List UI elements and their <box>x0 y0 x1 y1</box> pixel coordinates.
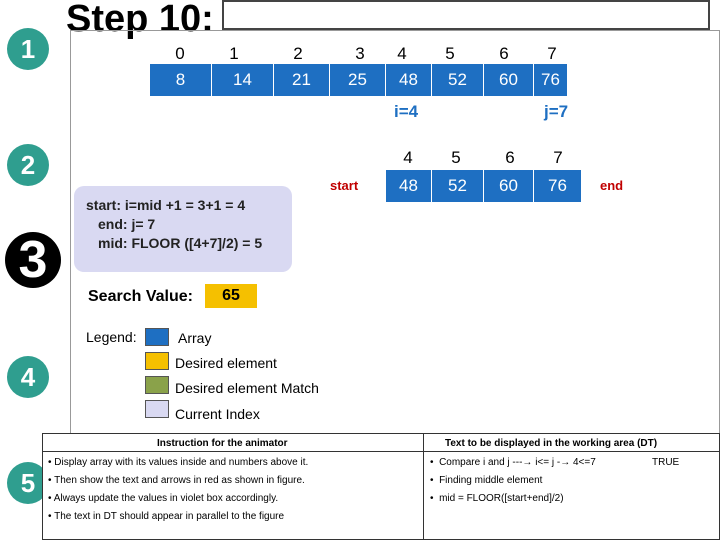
array-index: 5 <box>445 44 455 63</box>
subarray-cell: 52 <box>432 170 484 202</box>
subarray-cell: 60 <box>484 170 534 202</box>
legend-label-current: Current Index <box>175 406 260 422</box>
dt-heading: Text to be displayed in the working area (DT) <box>445 438 658 449</box>
pointer-i: i=4 <box>394 102 419 121</box>
array-index: 4 <box>397 44 407 63</box>
legend-label-desired: Desired element <box>175 355 277 371</box>
legend-label-match: Desired element Match <box>175 380 319 396</box>
legend-title: Legend: <box>86 329 137 345</box>
array-cell: 52 <box>432 64 484 96</box>
subarray-cell: 48 <box>386 170 432 202</box>
instructions-heading: Instruction for the animator <box>157 438 288 449</box>
dt-item: • mid = FLOOR([start+end]/2) <box>430 493 564 504</box>
instruction-item: • The text in DT should appear in parallel to the figure <box>48 511 285 522</box>
step-badge-2: 2 <box>7 144 49 186</box>
array-index: 3 <box>355 44 365 63</box>
array-cell: 60 <box>484 64 534 96</box>
array-cell: 76 <box>534 64 568 96</box>
array-cell: 21 <box>274 64 330 96</box>
subarray-index: 5 <box>451 148 461 167</box>
instructions-panel <box>42 433 424 540</box>
subarray-index: 6 <box>505 148 515 167</box>
subarray-cell: 76 <box>534 170 582 202</box>
instructions-divider <box>42 451 424 452</box>
array-cell: 8 <box>150 64 212 96</box>
dt-item: • Finding middle element <box>430 475 543 486</box>
start-calc: start: i=mid +1 = 3+1 = 4 <box>86 197 246 213</box>
instruction-item: • Display array with its values inside and numbers above it. <box>48 457 309 468</box>
dt-divider <box>423 451 720 452</box>
step-badge-5: 5 <box>7 462 49 504</box>
dt-result: TRUE <box>652 457 680 468</box>
start-label: start <box>330 178 359 193</box>
legend-swatch-desired <box>145 352 169 370</box>
instruction-item: • Always update the values in violet box accordingly. <box>48 493 279 504</box>
array-cell: 48 <box>386 64 432 96</box>
mid-calc: mid: FLOOR ([4+7]/2) = 5 <box>98 235 263 251</box>
subarray-index: 7 <box>553 148 563 167</box>
dt-panel <box>423 433 720 540</box>
slide-title: Step 10: <box>66 0 214 40</box>
legend-swatch-array <box>145 328 169 346</box>
step-badge-4: 4 <box>7 356 49 398</box>
array-index: 2 <box>293 44 303 63</box>
array-index: 0 <box>175 44 185 63</box>
instruction-item: • Then show the text and arrows in red as shown in figure. <box>48 475 305 486</box>
legend-swatch-match <box>145 376 169 394</box>
step-badge-3: 3 <box>5 232 61 288</box>
title-box <box>222 0 710 30</box>
search-value: 65 <box>205 284 257 308</box>
array-index: 6 <box>499 44 509 63</box>
end-calc: end: j= 7 <box>98 216 156 232</box>
dt-item: • Compare i and j ---→ i<= j -→ 4<=7 <box>430 457 596 468</box>
array-cell: 25 <box>330 64 386 96</box>
subarray-index: 4 <box>403 148 413 167</box>
array-cell: 14 <box>212 64 274 96</box>
search-value-label: Search Value: <box>88 288 193 305</box>
array-index: 1 <box>229 44 239 63</box>
end-label: end <box>600 178 624 193</box>
legend-swatch-current <box>145 400 169 418</box>
array-index: 7 <box>547 44 557 63</box>
pointer-j: j=7 <box>544 102 569 121</box>
step-badge-1: 1 <box>7 28 49 70</box>
legend-label-array: Array <box>178 330 212 346</box>
